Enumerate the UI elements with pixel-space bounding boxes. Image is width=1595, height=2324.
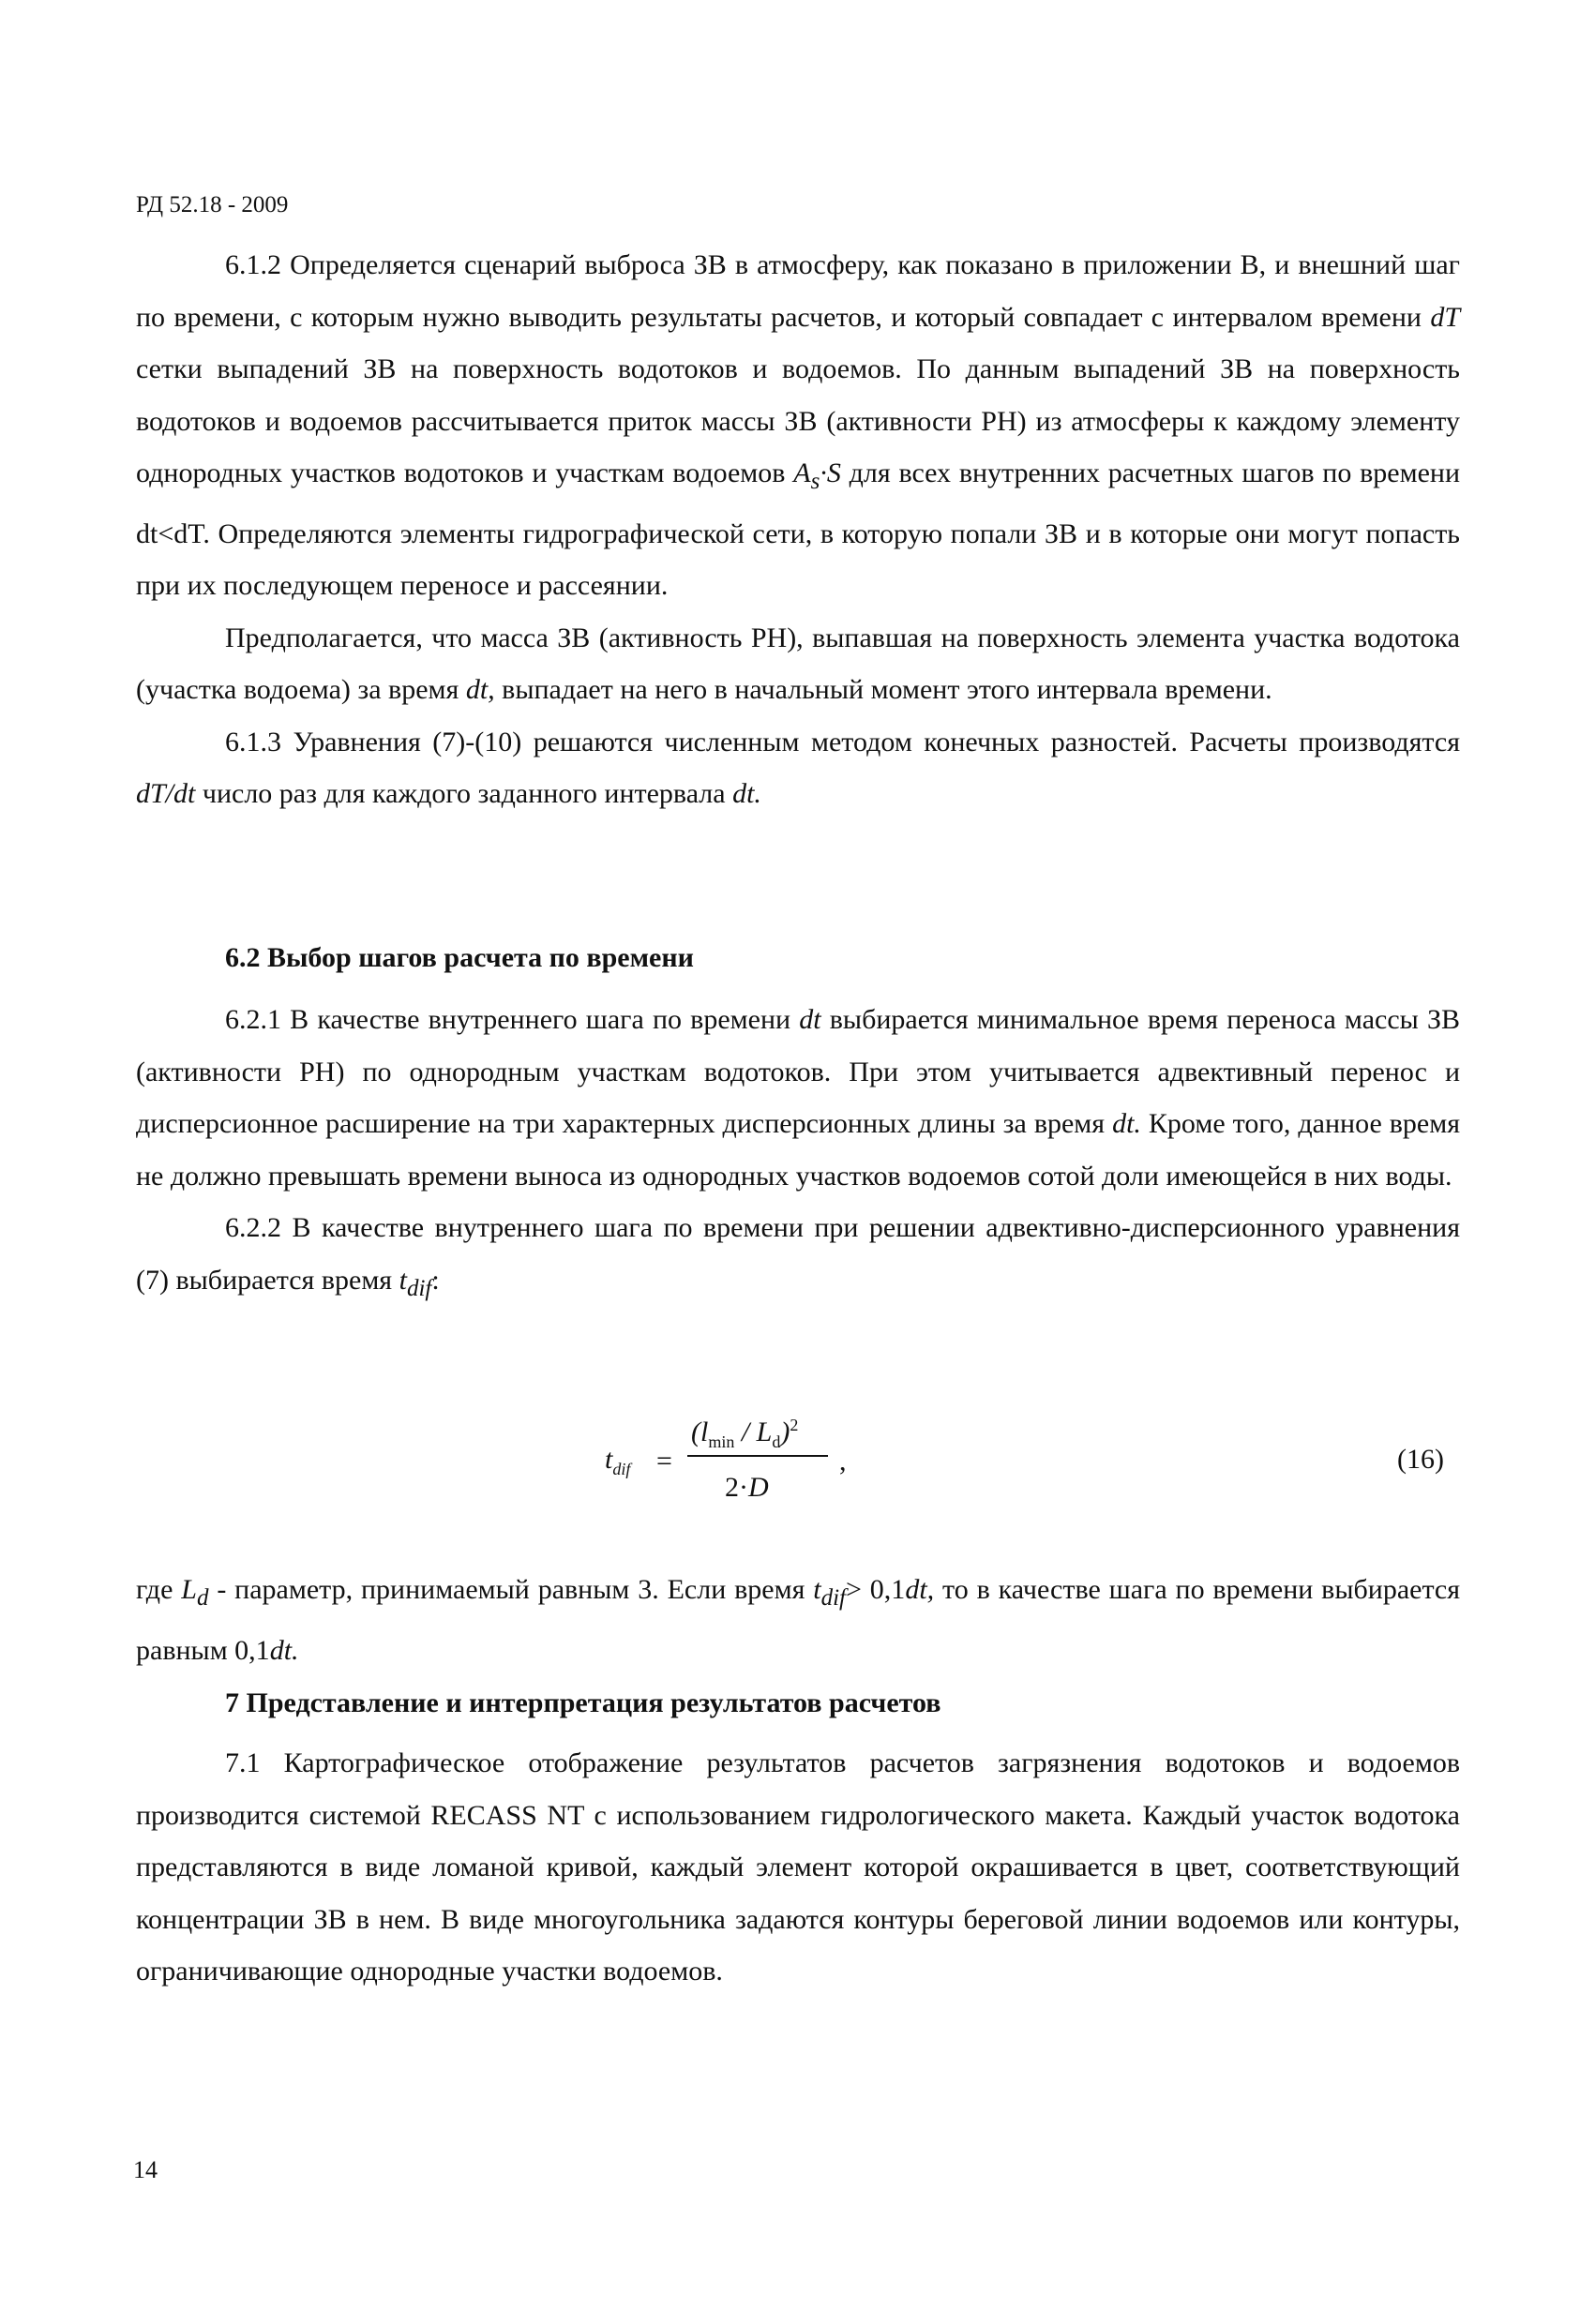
formula-equals: = — [656, 1446, 672, 1477]
where-clause — [136, 1564, 1460, 1676]
page-number: 14 — [133, 2156, 158, 2183]
equation-number: (16) — [1397, 1444, 1444, 1475]
paragraph-6-2-2: 6.2.2 В качестве внутреннего шага по времени при решении адвективно-дисперсионного уравнения (7) выбирается время $t_{dif}$: — [136, 1212, 1460, 1301]
formula-comma: , — [839, 1446, 847, 1477]
formula-16 — [605, 1416, 905, 1509]
formula-denominator: 2·D — [725, 1472, 769, 1503]
paragraph-6-1-3: 6.1.3 Уравнения (7)-(10) решаются численным методом конечных разностей. Расчеты производятся dT/dt число раз для каждого заданного интервала dt. — [136, 726, 1460, 809]
formula-numerator: $(l_{min} / L_d)^2$ — [691, 1416, 799, 1451]
heading-7: 7 Представление и интерпретация результатов расчетов — [225, 1687, 941, 1718]
paragraph-where: где $L_d$ - параметр, принимаемый равным 3. Если время $t_{dif}> 0,1dt$, то в качестве шага по времени выбирается равным 0,1dt. — [136, 1574, 1461, 1666]
section-6-2 — [136, 994, 1460, 1314]
section-6-1-2 — [136, 239, 1460, 820]
paragraph-7-1: 7.1 Картографическое отображение результатов расчетов загрязнения водотоков и водоемов производится системой RECASS NT с использованием гидрологического макета. Каждый участок водотока представляются в виде ломаной кривой, каждый элемент которой окрашивается в цвет, соответствующий концентрации ЗВ в нем. В виде многоугольника задаются контуры береговой линии водоемов или контуры, ограничивающие однородные участки водоемов. — [136, 1747, 1460, 1987]
fraction-bar — [687, 1455, 828, 1457]
heading-6-2: 6.2 Выбор шагов расчета по времени — [225, 942, 694, 973]
document-code-header: РД 52.18 - 2009 — [136, 192, 289, 217]
paragraph-6-1-2: 6.1.2 Определяется сценарий выброса ЗВ в атмосферу, как показано в приложении В, и внешний шаг по времени, с которым нужно выводить результаты расчетов, и который совпадает с интервалом времени dT сетки выпадений ЗВ на поверхность водотоков и водоемов. По данным выпадений ЗВ на поверхность водотоков и водоемов рассчитывается приток массы ЗВ (активности РН) из атмосферы к каждому элементу однородных участков водотоков и участкам водоемов $A_s\cdot S$ для всех внутренних расчетных шагов по времени dt<dT. Определяются элементы гидрографической сети, в которую попали ЗВ и в которые они могут попасть при их последующем переносе и рассеянии. — [136, 249, 1461, 601]
section-7-1 — [136, 1737, 1460, 1998]
paragraph-6-2-1: 6.2.1 В качестве внутреннего шага по времени dt выбирается минимальное время переноса массы ЗВ (активности РН) по однородным участкам водотоков. При этом учитывается адвективный перенос и дисперсионное расширение на три характерных дисперсионных длины за время dt. Кроме того, данное время не должно превышать времени выноса из однородных участков водоемов сотой доли имеющейся в них воды. — [136, 1004, 1461, 1192]
formula-lhs: $t_{dif}$ — [605, 1444, 631, 1478]
paragraph-6-1-2-assumption: Предполагается, что масса ЗВ (активность РН), выпавшая на поверхность элемента участка водотока (участка водоема) за время dt, выпадает на него в начальный момент этого интервала времени. — [136, 622, 1460, 705]
